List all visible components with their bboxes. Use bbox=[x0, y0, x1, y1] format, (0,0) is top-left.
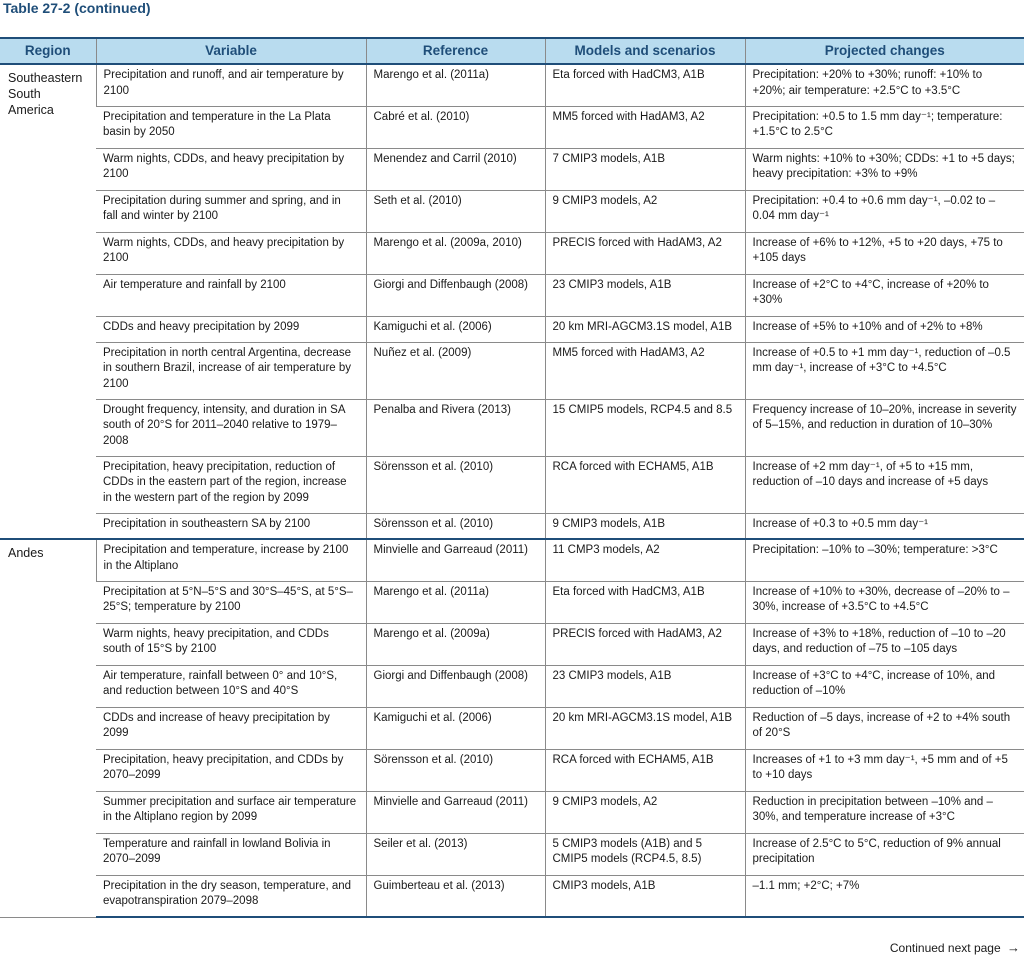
variable-cell: Precipitation in southeastern SA by 2100 bbox=[96, 513, 366, 539]
reference-cell: Marengo et al. (2009a) bbox=[366, 623, 545, 665]
table-row bbox=[0, 456, 1024, 513]
projected-cell: Increases of +1 to +3 mm day⁻¹, +5 mm and of +5 to +10 days bbox=[745, 749, 1024, 791]
continued-text: Continued next page bbox=[889, 941, 1001, 955]
projected-cell: Increase of +2°C to +4°C, increase of +20% to +30% bbox=[745, 274, 1024, 316]
models-cell: RCA forced with ECHAM5, A1B bbox=[545, 749, 745, 791]
projected-cell: Increase of +0.5 to +1 mm day⁻¹, reduction of –0.5 mm day⁻¹, increase of +3°C to +4.5°C bbox=[745, 342, 1024, 399]
projected-cell: Reduction in precipitation between –10% and –30%, and temperature increase of +3°C bbox=[745, 791, 1024, 833]
reference-cell: Kamiguchi et al. (2006) bbox=[366, 316, 545, 342]
projected-cell: Increase of +3% to +18%, reduction of –10 to –20 days, and reduction of –75 to –105 days bbox=[745, 623, 1024, 665]
table-row bbox=[0, 707, 1024, 749]
models-cell: 11 CMP3 models, A2 bbox=[545, 539, 745, 581]
variable-cell: Precipitation in north central Argentina, decrease in southern Brazil, increase of air temperature by 2100 bbox=[96, 342, 366, 399]
projected-cell: Increase of +3°C to +4°C, increase of 10%, and reduction of –10% bbox=[745, 665, 1024, 707]
reference-cell: Seiler et al. (2013) bbox=[366, 833, 545, 875]
projected-cell: Increase of +6% to +12%, +5 to +20 days, +75 to +105 days bbox=[745, 232, 1024, 274]
table-header-row bbox=[0, 38, 1024, 64]
models-cell: MM5 forced with HadAM3, A2 bbox=[545, 342, 745, 399]
reference-cell: Menendez and Carril (2010) bbox=[366, 148, 545, 190]
table-row bbox=[0, 232, 1024, 274]
reference-cell: Kamiguchi et al. (2006) bbox=[366, 707, 545, 749]
variable-cell: CDDs and heavy precipitation by 2099 bbox=[96, 316, 366, 342]
models-cell: 15 CMIP5 models, RCP4.5 and 8.5 bbox=[545, 399, 745, 456]
region-cell bbox=[0, 539, 96, 917]
projected-cell: Precipitation: –10% to –30%; temperature: >3°C bbox=[745, 539, 1024, 581]
table-container bbox=[0, 37, 1024, 918]
reference-cell: Minvielle and Garreaud (2011) bbox=[366, 791, 545, 833]
projected-cell: Frequency increase of 10–20%, increase in severity of 5–15%, and reduction in duration of 10–30% bbox=[745, 399, 1024, 456]
reference-cell: Sörensson et al. (2010) bbox=[366, 513, 545, 539]
projected-cell: Increase of 2.5°C to 5°C, reduction of 9% annual precipitation bbox=[745, 833, 1024, 875]
reference-cell: Marengo et al. (2011a) bbox=[366, 64, 545, 106]
table-row bbox=[0, 833, 1024, 875]
reference-cell: Penalba and Rivera (2013) bbox=[366, 399, 545, 456]
projected-cell: Increase of +10% to +30%, decrease of –20% to –30%, increase of +3.5°C to +4.5°C bbox=[745, 581, 1024, 623]
variable-cell: Precipitation and runoff, and air temperature by 2100 bbox=[96, 64, 366, 106]
column-header-region: Region bbox=[24, 43, 71, 59]
models-cell: CMIP3 models, A1B bbox=[545, 875, 745, 917]
reference-cell: Minvielle and Garreaud (2011) bbox=[366, 539, 545, 581]
variable-cell: Precipitation and temperature, increase by 2100 in the Altiplano bbox=[96, 539, 366, 581]
reference-cell: Giorgi and Diffenbaugh (2008) bbox=[366, 274, 545, 316]
projections-table bbox=[0, 37, 1024, 918]
variable-cell: Warm nights, heavy precipitation, and CDDs south of 15°S by 2100 bbox=[96, 623, 366, 665]
models-cell: 5 CMIP3 models (A1B) and 5 CMIP5 models (RCP4.5, 8.5) bbox=[545, 833, 745, 875]
reference-cell: Marengo et al. (2011a) bbox=[366, 581, 545, 623]
table-row bbox=[0, 623, 1024, 665]
projected-cell: Increase of +5% to +10% and of +2% to +8% bbox=[745, 316, 1024, 342]
models-cell: PRECIS forced with HadAM3, A2 bbox=[545, 623, 745, 665]
reference-cell: Sörensson et al. (2010) bbox=[366, 456, 545, 513]
reference-cell: Cabré et al. (2010) bbox=[366, 106, 545, 148]
reference-cell: Giorgi and Diffenbaugh (2008) bbox=[366, 665, 545, 707]
table-row bbox=[0, 64, 1024, 106]
region-name-line: Andes bbox=[8, 546, 44, 560]
variable-cell: Warm nights, CDDs, and heavy precipitation by 2100 bbox=[96, 148, 366, 190]
region-name-line: Southeastern bbox=[8, 71, 83, 85]
variable-cell: Summer precipitation and surface air temperature in the Altiplano region by 2099 bbox=[96, 791, 366, 833]
projected-cell: Precipitation: +20% to +30%; runoff: +10% to +20%; air temperature: +2.5°C to +3.5°C bbox=[745, 64, 1024, 106]
variable-cell: CDDs and increase of heavy precipitation by 2099 bbox=[96, 707, 366, 749]
projected-cell: Warm nights: +10% to +30%; CDDs: +1 to +5 days; heavy precipitation: +3% to +9% bbox=[745, 148, 1024, 190]
reference-cell: Seth et al. (2010) bbox=[366, 190, 545, 232]
projected-cell: Precipitation: +0.4 to +0.6 mm day⁻¹, –0.02 to –0.04 mm day⁻¹ bbox=[745, 190, 1024, 232]
variable-cell: Precipitation during summer and spring, and in fall and winter by 2100 bbox=[96, 190, 366, 232]
variable-cell: Air temperature, rainfall between 0° and 10°S, and reduction between 10°S and 40°S bbox=[96, 665, 366, 707]
table-row bbox=[0, 399, 1024, 456]
projected-cell: Precipitation: +0.5 to 1.5 mm day⁻¹; temperature: +1.5°C to 2.5°C bbox=[745, 106, 1024, 148]
table-body bbox=[0, 64, 1024, 917]
column-header-reference: Reference bbox=[366, 38, 545, 64]
variable-cell: Air temperature and rainfall by 2100 bbox=[96, 274, 366, 316]
table-row bbox=[0, 148, 1024, 190]
table-row bbox=[0, 581, 1024, 623]
variable-cell: Warm nights, CDDs, and heavy precipitation by 2100 bbox=[96, 232, 366, 274]
table-row bbox=[0, 791, 1024, 833]
table-row bbox=[0, 106, 1024, 148]
continued-note bbox=[890, 940, 1020, 955]
table-row bbox=[0, 190, 1024, 232]
column-header-models: Models and scenarios bbox=[545, 38, 745, 64]
models-cell: 20 km MRI-AGCM3.1S model, A1B bbox=[545, 316, 745, 342]
table-row bbox=[0, 316, 1024, 342]
models-cell: Eta forced with HadCM3, A1B bbox=[545, 64, 745, 106]
reference-cell: Sörensson et al. (2010) bbox=[366, 749, 545, 791]
reference-cell: Guimberteau et al. (2013) bbox=[366, 875, 545, 917]
models-cell: 9 CMIP3 models, A2 bbox=[545, 190, 745, 232]
models-cell: Eta forced with HadCM3, A1B bbox=[545, 581, 745, 623]
models-cell: 23 CMIP3 models, A1B bbox=[545, 274, 745, 316]
variable-cell: Precipitation and temperature in the La Plata basin by 2050 bbox=[96, 106, 366, 148]
reference-cell: Nuñez et al. (2009) bbox=[366, 342, 545, 399]
models-cell: 7 CMIP3 models, A1B bbox=[545, 148, 745, 190]
table-row bbox=[0, 274, 1024, 316]
variable-cell: Precipitation, heavy precipitation, reduction of CDDs in the eastern part of the region, increase in the western part of the region by 2099 bbox=[96, 456, 366, 513]
projected-cell: –1.1 mm; +2°C; +7% bbox=[745, 875, 1024, 917]
table-row bbox=[0, 875, 1024, 917]
models-cell: 9 CMIP3 models, A2 bbox=[545, 791, 745, 833]
models-cell: PRECIS forced with HadAM3, A2 bbox=[545, 232, 745, 274]
variable-cell: Temperature and rainfall in lowland Bolivia in 2070–2099 bbox=[96, 833, 366, 875]
models-cell: 20 km MRI-AGCM3.1S model, A1B bbox=[545, 707, 745, 749]
table-row bbox=[0, 342, 1024, 399]
projected-cell: Increase of +2 mm day⁻¹, of +5 to +15 mm, reduction of –10 days and increase of +5 days bbox=[745, 456, 1024, 513]
column-header-variable: Variable bbox=[96, 38, 366, 64]
table-row bbox=[0, 749, 1024, 791]
table-row bbox=[0, 513, 1024, 539]
projected-cell: Reduction of –5 days, increase of +2 to +4% south of 20°S bbox=[745, 707, 1024, 749]
region-name-line: South bbox=[8, 87, 41, 101]
region-name-line: America bbox=[8, 103, 54, 117]
column-header-projected: Projected changes bbox=[745, 38, 1024, 64]
table-row bbox=[0, 665, 1024, 707]
arrow-right-icon: → bbox=[1007, 940, 1020, 955]
variable-cell: Drought frequency, intensity, and duration in SA south of 20°S for 2011–2040 relative to 1979–2008 bbox=[96, 399, 366, 456]
models-cell: 9 CMIP3 models, A1B bbox=[545, 513, 745, 539]
projected-cell: Increase of +0.3 to +0.5 mm day⁻¹ bbox=[745, 513, 1024, 539]
variable-cell: Precipitation in the dry season, temperature, and evapotranspiration 2079–2098 bbox=[96, 875, 366, 917]
models-cell: 23 CMIP3 models, A1B bbox=[545, 665, 745, 707]
models-cell: MM5 forced with HadAM3, A2 bbox=[545, 106, 745, 148]
region-cell bbox=[0, 64, 96, 539]
table-title: Table 27-2 (continued) bbox=[3, 0, 151, 16]
variable-cell: Precipitation, heavy precipitation, and CDDs by 2070–2099 bbox=[96, 749, 366, 791]
table-row bbox=[0, 539, 1024, 581]
reference-cell: Marengo et al. (2009a, 2010) bbox=[366, 232, 545, 274]
variable-cell: Precipitation at 5°N–5°S and 30°S–45°S, at 5°S–25°S; temperature by 2100 bbox=[96, 581, 366, 623]
models-cell: RCA forced with ECHAM5, A1B bbox=[545, 456, 745, 513]
